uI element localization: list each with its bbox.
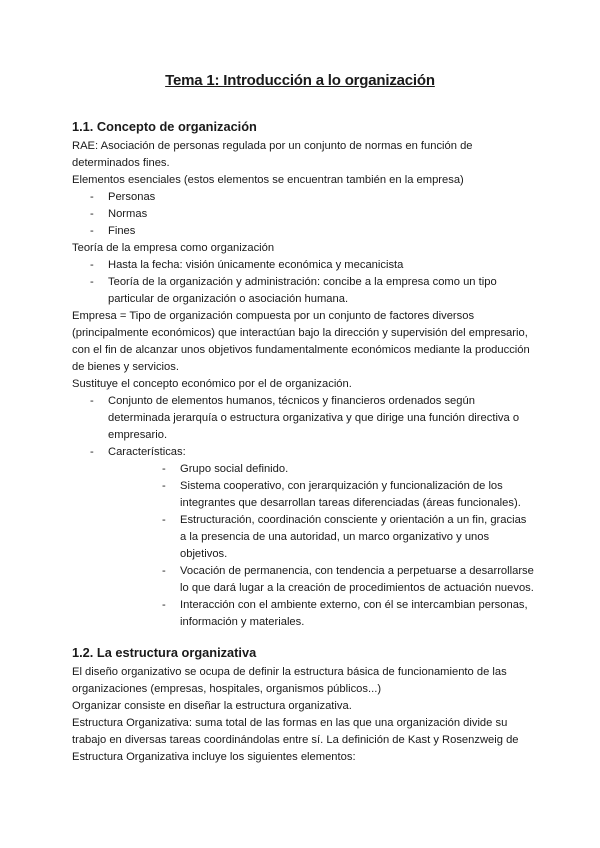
list-item [72, 274, 534, 308]
list-item [108, 461, 534, 478]
list-dash: - [162, 565, 166, 577]
list-dash: - [90, 225, 94, 237]
list-dash: - [90, 208, 94, 220]
list-dash: - [162, 480, 166, 492]
list-item-text: Vocación de permanencia, con tendencia a perpetuarse a desarrollarse lo que dará lugar a la creación de procedimientos de actuación nuevos. [180, 565, 534, 594]
list-dash: - [90, 395, 94, 407]
list-dash: - [90, 191, 94, 203]
document-body [72, 118, 534, 766]
list-dash: - [162, 514, 166, 526]
empresa-definition: Empresa = Tipo de organización compuesta por un conjunto de factores diversos (principalmente económicos) que interactúan bajo la dirección y supervisión del empresario, con el fin de alcanzar unos objetivos fundamentalmente económicos mediante la producción de bienes y servicios. [72, 310, 530, 373]
list-item [72, 206, 534, 223]
list-item-text: Personas [108, 191, 156, 203]
list-item-text: Grupo social definido. [180, 463, 289, 475]
empresa-list [72, 393, 534, 631]
list-item-text: Normas [108, 208, 148, 220]
list-dash: - [90, 276, 94, 288]
section-2-heading: 1.2. La estructura organizativa [72, 645, 257, 660]
list-item [108, 563, 534, 597]
teoria-list [72, 257, 534, 308]
list-item-text: Teoría de la organización y administración: concibe a la empresa como un tipo particular de organización o asociación humana. [108, 276, 497, 305]
list-dash: - [90, 446, 94, 458]
list-item [72, 257, 534, 274]
list-item-text: Fines [108, 225, 136, 237]
rae-definition: RAE: Asociación de personas regulada por un conjunto de normas en función de determinados fines. [72, 140, 473, 169]
list-item-text: Hasta la fecha: visión únicamente económica y mecanicista [108, 259, 404, 271]
list-dash: - [162, 599, 166, 611]
list-item [108, 478, 534, 512]
list-dash: - [162, 463, 166, 475]
teoria-intro: Teoría de la empresa como organización [72, 242, 275, 254]
list-item [72, 393, 534, 444]
elementos-list [72, 189, 534, 240]
organizar-paragraph: Organizar consiste en diseñar la estructura organizativa. [72, 700, 352, 712]
list-item-text: Sistema cooperativo, con jerarquización y funcionalización de los integrantes que desarrollan tareas diferenciadas (áreas funcionales). [180, 480, 521, 509]
list-item [72, 223, 534, 240]
list-dash: - [90, 259, 94, 271]
sustituye-text: Sustituye el concepto económico por el de organización. [72, 378, 352, 390]
caracteristicas-list [108, 461, 534, 631]
list-item [108, 512, 534, 563]
list-item-text: Características: [108, 446, 186, 458]
list-item-text: Estructuración, coordinación consciente y orientación a un fin, gracias a la presencia de una autoridad, un marco organizativo y unos objetivos. [180, 514, 527, 560]
elementos-intro: Elementos esenciales (estos elementos se encuentran también en la empresa) [72, 174, 464, 186]
list-item [72, 444, 534, 631]
list-item [108, 597, 534, 631]
diseno-paragraph: El diseño organizativo se ocupa de definir la estructura básica de funcionamiento de las organizaciones (empresas, hospitales, organismos públicos...) [72, 666, 507, 695]
list-item-text: Conjunto de elementos humanos, técnicos y financieros ordenados según determinada jerarquía o estructura organizativa y que dirige una función directiva o empresario. [108, 395, 520, 441]
page-title: Tema 1: Introducción a lo organización [165, 72, 435, 89]
estructura-paragraph: Estructura Organizativa: suma total de las formas en las que una organización divide su trabajo en diversas tareas coordinándolas entre sí. La definición de Kast y Rosenzweig de Estructura Organizativa incluye los siguientes elementos: [72, 717, 519, 763]
list-item [72, 189, 534, 206]
section-1-heading: 1.1. Concepto de organización [72, 119, 257, 134]
list-item-text: Interacción con el ambiente externo, con él se intercambian personas, información y materiales. [180, 599, 528, 628]
